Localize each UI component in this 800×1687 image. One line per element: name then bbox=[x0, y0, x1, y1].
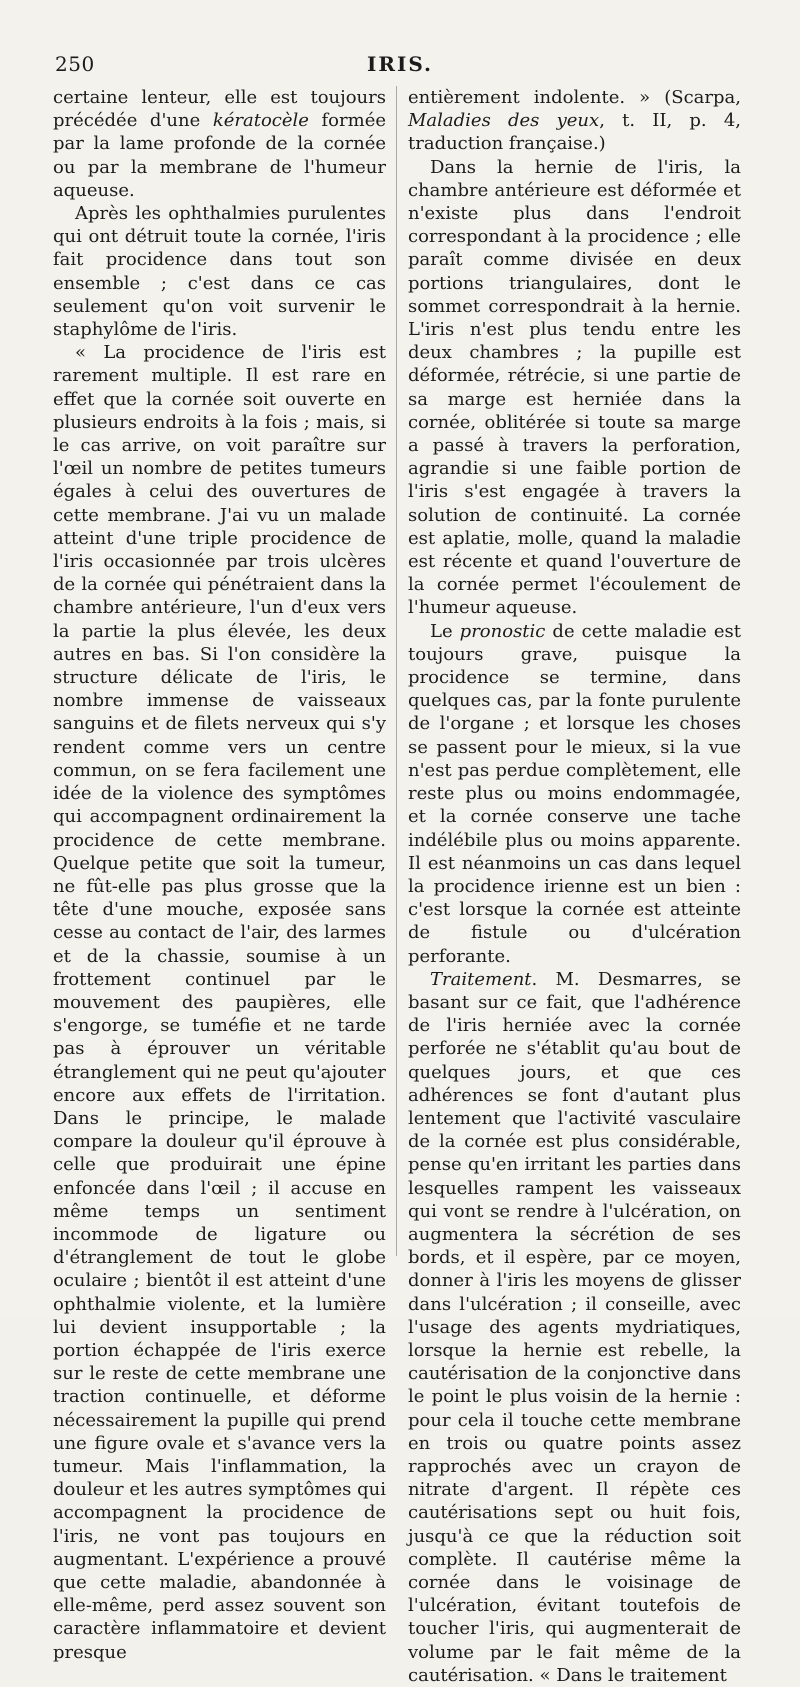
page-number: 250 bbox=[55, 52, 95, 76]
right-p3-text-b: de cette maladie est toujours grave, puisque la procidence se termine, dans quelques cas, par la fonte purulente de l'organe ; et lorsque les choses se passent pour le mieux, si la vue n'est pas perdue complètement, elle reste plus ou moins endommagée, et la cornée conserve une tache indélébile plus ou moins apparente. Il est néanmoins un cas dans lequel la procidence irienne est un bien : c'est lorsque la cornée est atteinte de fistule ou d'ulcération perforante. bbox=[408, 620, 741, 967]
right-p4-text: . M. Desmarres, se basant sur ce fait, que l'adhérence de l'iris herniée avec la cornée perforée ne s'établit qu'au bout de quelques jours, et que ces adhérences se font d'autant plus lentement que l'activité vasculaire de la cornée est plus considérable, pense qu'en irritant les parties dans lesquelles rampent les vaisseaux qui vont se rendre à l'ulcération, on augmentera la sécrétion de ses bords, et il espère, par ce moyen, donner à l'iris les moyens de glisser dans l'ulcération ; il conseille, avec l'usage des agents mydriatiques, lorsque la hernie est rebelle, la cautérisation de la conjonctive dans le point le plus voisin de la hernie : pour cela il touche cette membrane en trois ou quatre points assez rapprochés avec un crayon de nitrate d'argent. Il répète ces cautérisations sept ou huit fois, jusqu'à ce que la réduction soit complète. Il cautérise même la cornée dans le voisinage de l'ulcération, évitant toutefois de toucher l'iris, qui augmenterait de volume par le fait même de la cautérisation. « Dans le traitement bbox=[408, 968, 741, 1686]
right-paragraph-2: Dans la hernie de l'iris, la chambre antérieure est déformée et n'existe plus dans l'endroit correspondant à la procidence ; elle paraît comme divisée en deux portions triangulaires, dont le sommet correspondrait à la hernie. L'iris n'est plus tendu entre les deux chambres ; la pupille est déformée, rétrécie, si une partie de sa marge est herniée dans la cornée, oblitérée si toute sa marge a passé à travers la perforation, agrandie si une faible portion de l'iris s'est engagée à travers la solution de continuité. La cornée est aplatie, molle, quand la maladie est récente et quand l'ouverture de la cornée permet l'écoulement de l'humeur aqueuse. bbox=[408, 156, 741, 619]
right-p1-text-a: entièrement indolente. » (Scarpa, bbox=[408, 87, 741, 108]
left-paragraph-2: Après les ophthalmies purulentes qui ont détruit toute la cornée, l'iris fait procidence dans tout son ensemble ; c'est dans ce cas seulement qu'on voit survenir le staphylôme de l'iris. bbox=[53, 203, 386, 341]
right-paragraph-3 bbox=[408, 620, 741, 968]
left-paragraph-3: « La procidence de l'iris est rarement multiple. Il est rare en effet que la cornée soit ouverte en plusieurs endroits à la fois ; mais, si le cas arrive, on voit paraître sur l'œil un nombre de petites tumeurs égales à celui des ouvertures de cette membrane. J'ai vu un malade atteint d'une triple procidence de l'iris occasionnée par trois ulcères de la cornée qui pénétraient dans la chambre antérieure, l'un d'eux vers la partie la plus élevée, les deux autres en bas. Si l'on considère la structure délicate de l'iris, le nombre immense de vaisseaux sanguins et de filets nerveux qui s'y rendent comme vers un centre commun, on se fera facilement une idée de la violence des symptômes qui accompagnent ordinairement la procidence de cette membrane. Quelque petite que soit la tumeur, ne fût-elle pas plus grosse que la tête d'une mouche, exposée sans cesse au contact de l'air, des larmes et de la chassie, soumise à un frottement continuel par le mouvement des paupières, elle s'engorge, se tuméfie et ne tarde pas à éprouver un véritable étranglement qui ne peut qu'ajouter encore aux effets de l'irritation. Dans le principe, le malade compare la douleur qu'il éprouve à celle que produirait une épine enfoncée dans l'œil ; il accuse en même temps un sentiment incommode de ligature ou d'étranglement de tout le globe oculaire ; bientôt il est atteint d'une ophthalmie violente, et la lumière lui devient insupportable ; la portion échappée de l'iris exerce sur le reste de cette membrane une traction continuelle, et déforme nécessairement la pupille qui prend une figure ovale et s'avance vers la tumeur. Mais l'inflammation, la douleur et les autres symptômes qui accompagnent la procidence de l'iris, ne vont pas toujours en augmentant. L'expérience a prouvé que cette maladie, abandonnée à elle-même, perd assez souvent son caractère inflammatoire et devient presque bbox=[53, 342, 386, 1663]
right-p3-text-a: Le bbox=[430, 620, 460, 642]
left-p1-tail: formée par la lame profonde de la cornée ou par la membrane de l'humeur aqueuse. bbox=[53, 110, 387, 201]
right-column bbox=[408, 86, 741, 1686]
left-p1-italic-term: kératocèle bbox=[212, 110, 309, 132]
right-p4-italic-heading: Traitement bbox=[430, 968, 532, 990]
column-divider bbox=[396, 86, 397, 1256]
left-p1-text: certaine lenteur, elle est toujours précédée d'une bbox=[53, 87, 386, 132]
right-p3-italic-term: pronostic bbox=[459, 620, 546, 642]
running-title: IRIS. bbox=[366, 52, 434, 76]
right-p1-text-b: , t. II, p. 4, traduction française.) bbox=[408, 110, 741, 155]
right-paragraph-4 bbox=[408, 968, 741, 1687]
right-p1-italic-title: Maladies des yeux bbox=[408, 110, 600, 132]
left-column bbox=[53, 86, 387, 1663]
left-paragraph-1 bbox=[53, 86, 386, 202]
page-header bbox=[55, 52, 745, 86]
right-paragraph-1 bbox=[408, 86, 741, 156]
